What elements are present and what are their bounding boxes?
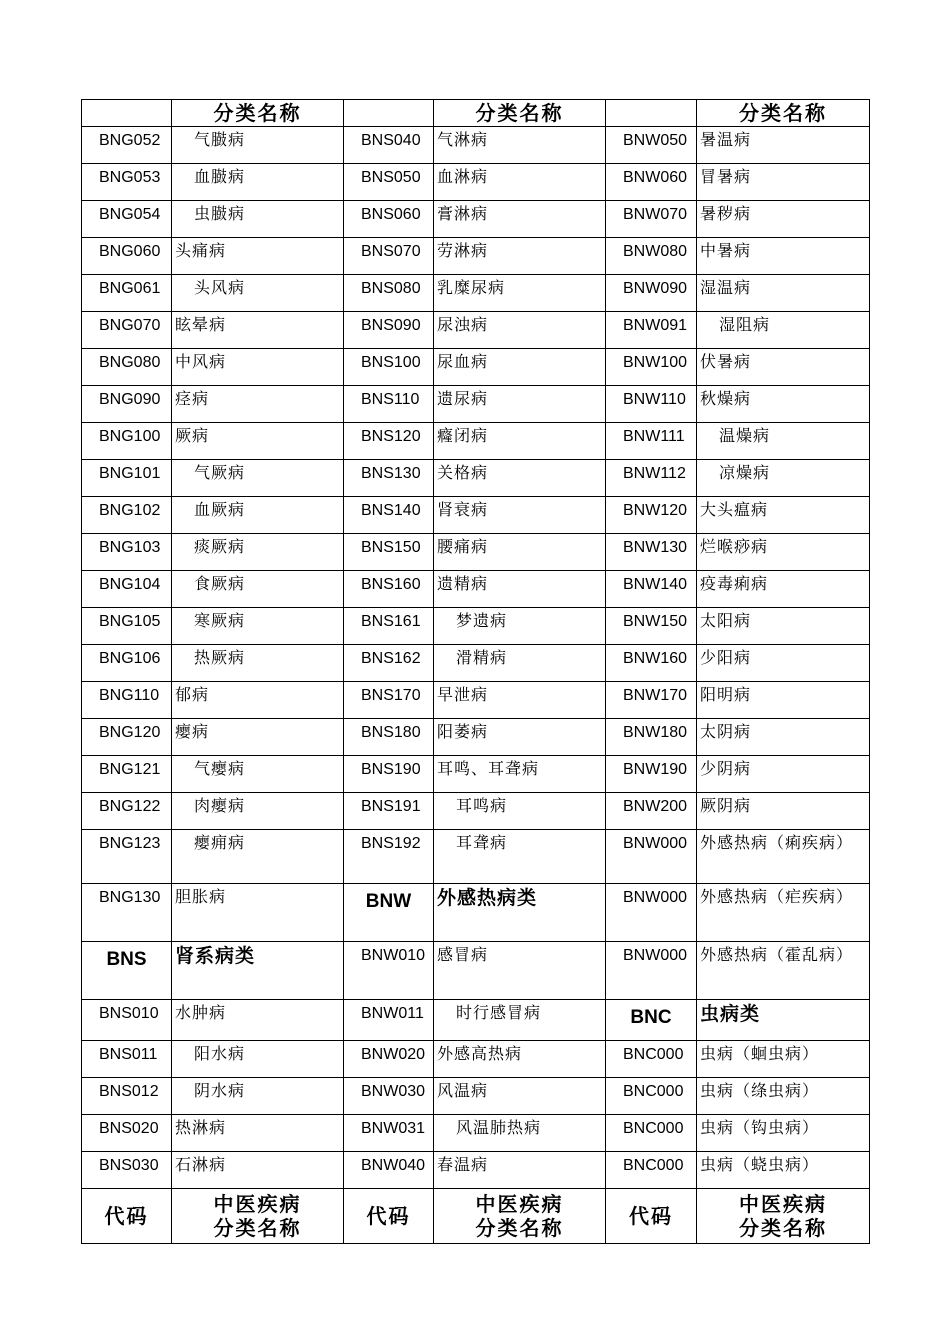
disease-code-cell: BNG052 (82, 127, 172, 164)
disease-name-cell: 虫臌病 (172, 201, 344, 238)
header-code-label: 代码 (82, 1189, 172, 1244)
disease-name-cell: 阳明病 (697, 682, 870, 719)
disease-code-cell: BNW030 (344, 1078, 434, 1115)
disease-name-cell: 癃闭病 (434, 423, 606, 460)
disease-name-cell: 气厥病 (172, 460, 344, 497)
disease-code-cell: BNW130 (606, 534, 697, 571)
disease-code-cell: BNW020 (344, 1041, 434, 1078)
disease-code-cell: BNW090 (606, 275, 697, 312)
disease-code-cell: BNS012 (82, 1078, 172, 1115)
disease-code-cell: BNG100 (82, 423, 172, 460)
disease-code-cell: BNW070 (606, 201, 697, 238)
disease-name-cell: 遗尿病 (434, 386, 606, 423)
header-name-line2: 分类名称 (213, 1216, 302, 1240)
disease-code-cell: BNG104 (82, 571, 172, 608)
disease-name-cell: 滑精病 (434, 645, 606, 682)
disease-code-cell: BNW120 (606, 497, 697, 534)
disease-code-cell: BNW031 (344, 1115, 434, 1152)
disease-code-cell: BNG054 (82, 201, 172, 238)
table-row (82, 1152, 870, 1189)
table-row (82, 682, 870, 719)
disease-name-cell: 血淋病 (434, 164, 606, 201)
disease-name-cell: 少阳病 (697, 645, 870, 682)
header-name-line2: 分类名称 (475, 1216, 564, 1240)
disease-code-cell: BNS040 (344, 127, 434, 164)
disease-name-cell: 风温肺热病 (434, 1115, 606, 1152)
disease-code-cell: BNG053 (82, 164, 172, 201)
disease-name-cell: 痰厥病 (172, 534, 344, 571)
header-name-label (697, 1189, 870, 1244)
disease-code-cell: BNW011 (344, 1000, 434, 1041)
disease-name-cell: 春温病 (434, 1152, 606, 1189)
disease-code-cell: BNS030 (82, 1152, 172, 1189)
table-row (82, 1115, 870, 1152)
disease-code-cell: BNS192 (344, 830, 434, 884)
table-row (82, 275, 870, 312)
table-row (82, 942, 870, 1000)
disease-name-cell: 头风病 (172, 275, 344, 312)
disease-name-cell: 肾衰病 (434, 497, 606, 534)
table-row (82, 645, 870, 682)
disease-name-cell: 遗精病 (434, 571, 606, 608)
disease-code-cell: BNS150 (344, 534, 434, 571)
disease-code-cell: BNW200 (606, 793, 697, 830)
disease-code-cell: BNW050 (606, 127, 697, 164)
disease-name-cell: 水肿病 (172, 1000, 344, 1041)
disease-code-cell: BNS180 (344, 719, 434, 756)
disease-name-cell: 耳聋病 (434, 830, 606, 884)
disease-name-cell: 阳水病 (172, 1041, 344, 1078)
disease-code-cell: BNW080 (606, 238, 697, 275)
disease-name-cell: 血臌病 (172, 164, 344, 201)
disease-name-cell: 石淋病 (172, 1152, 344, 1189)
disease-name-cell: 热厥病 (172, 645, 344, 682)
table-row (82, 349, 870, 386)
disease-name-cell: 耳鸣、耳聋病 (434, 756, 606, 793)
disease-code-cell: BNG090 (82, 386, 172, 423)
disease-name-cell: 乳糜尿病 (434, 275, 606, 312)
disease-code-cell: BNW060 (606, 164, 697, 201)
disease-name-cell: 胆胀病 (172, 884, 344, 942)
disease-name-cell: 梦遗病 (434, 608, 606, 645)
disease-name-cell: 虫病（蛲虫病） (697, 1152, 870, 1189)
disease-name-cell: 中暑病 (697, 238, 870, 275)
disease-name-cell: 太阳病 (697, 608, 870, 645)
disease-name-cell: 郁病 (172, 682, 344, 719)
disease-code-cell: BNG080 (82, 349, 172, 386)
disease-code-cell: BNS162 (344, 645, 434, 682)
disease-name-cell: 热淋病 (172, 1115, 344, 1152)
disease-code-cell: BNS100 (344, 349, 434, 386)
disease-code-cell: BNG110 (82, 682, 172, 719)
disease-name-cell: 关格病 (434, 460, 606, 497)
disease-code-cell: BNW112 (606, 460, 697, 497)
disease-code-cell: BNG122 (82, 793, 172, 830)
table-row (82, 312, 870, 349)
disease-code-cell: BNW190 (606, 756, 697, 793)
header-code-cell (344, 100, 434, 127)
disease-code-cell: BNW170 (606, 682, 697, 719)
header-name-line1: 中医疾病 (739, 1192, 827, 1216)
disease-code-cell: BNS060 (344, 201, 434, 238)
disease-name-cell: 尿血病 (434, 349, 606, 386)
disease-code-cell: BNC000 (606, 1041, 697, 1078)
header-code-cell (82, 100, 172, 127)
disease-code-cell: BNW140 (606, 571, 697, 608)
disease-name-cell: 湿温病 (697, 275, 870, 312)
table-row (82, 1041, 870, 1078)
disease-code-cell: BNS190 (344, 756, 434, 793)
disease-code-cell: BNW000 (606, 830, 697, 884)
header-code-label: 代码 (344, 1189, 434, 1244)
disease-name-cell: 寒厥病 (172, 608, 344, 645)
header-name-line1: 中医疾病 (475, 1192, 564, 1216)
header-name-line1: 中医疾病 (213, 1192, 302, 1216)
table-row (82, 793, 870, 830)
disease-name-cell: 外感高热病 (434, 1041, 606, 1078)
disease-code-cell: BNS120 (344, 423, 434, 460)
category-name-cell: 外感热病类 (434, 884, 606, 942)
disease-code-cell: BNW000 (606, 942, 697, 1000)
disease-name-cell: 瘿痈病 (172, 830, 344, 884)
disease-code-cell: BNG103 (82, 534, 172, 571)
disease-code-cell: BNW100 (606, 349, 697, 386)
disease-code-cell: BNS191 (344, 793, 434, 830)
disease-code-cell: BNC000 (606, 1115, 697, 1152)
disease-name-cell: 气瘿病 (172, 756, 344, 793)
table-row (82, 884, 870, 942)
disease-code-cell: BNW110 (606, 386, 697, 423)
disease-name-cell: 食厥病 (172, 571, 344, 608)
disease-name-cell: 大头瘟病 (697, 497, 870, 534)
table-row (82, 423, 870, 460)
disease-name-cell: 虫病（钩虫病） (697, 1115, 870, 1152)
disease-code-cell: BNS080 (344, 275, 434, 312)
disease-name-cell: 温燥病 (697, 423, 870, 460)
disease-name-cell: 耳鸣病 (434, 793, 606, 830)
disease-code-cell: BNG123 (82, 830, 172, 884)
disease-code-cell: BNG101 (82, 460, 172, 497)
header-name-cell: 分类名称 (434, 100, 606, 127)
table-row (82, 386, 870, 423)
disease-name-cell: 阴水病 (172, 1078, 344, 1115)
disease-code-cell: BNS020 (82, 1115, 172, 1152)
disease-code-cell: BNS170 (344, 682, 434, 719)
header-name-label (434, 1189, 606, 1244)
category-code-cell: BNC (606, 1000, 697, 1041)
disease-name-cell: 眩晕病 (172, 312, 344, 349)
disease-name-cell: 外感热病（痢疾病） (697, 830, 870, 884)
disease-name-cell: 外感热病（霍乱病） (697, 942, 870, 1000)
category-code-cell: BNW (344, 884, 434, 942)
table-row (82, 497, 870, 534)
disease-code-cell: BNS140 (344, 497, 434, 534)
header-name-cell: 分类名称 (172, 100, 344, 127)
disease-name-cell: 早泄病 (434, 682, 606, 719)
disease-code-cell: BNS011 (82, 1041, 172, 1078)
disease-code-cell: BNG106 (82, 645, 172, 682)
table-row (82, 571, 870, 608)
disease-code-cell: BNS161 (344, 608, 434, 645)
table-row (82, 164, 870, 201)
disease-code-cell: BNW160 (606, 645, 697, 682)
disease-name-cell: 冒暑病 (697, 164, 870, 201)
disease-code-cell: BNG102 (82, 497, 172, 534)
disease-code-cell: BNW180 (606, 719, 697, 756)
disease-name-cell: 太阴病 (697, 719, 870, 756)
disease-code-cell: BNW040 (344, 1152, 434, 1189)
disease-code-cell: BNW010 (344, 942, 434, 1000)
disease-code-cell: BNS130 (344, 460, 434, 497)
table-row (82, 460, 870, 497)
table-row (82, 719, 870, 756)
disease-code-cell: BNS050 (344, 164, 434, 201)
disease-code-cell: BNS110 (344, 386, 434, 423)
disease-name-cell: 中风病 (172, 349, 344, 386)
disease-name-cell: 秋燥病 (697, 386, 870, 423)
disease-code-cell: BNG061 (82, 275, 172, 312)
disease-name-cell: 暑温病 (697, 127, 870, 164)
disease-name-cell: 烂喉痧病 (697, 534, 870, 571)
disease-name-cell: 气臌病 (172, 127, 344, 164)
table-row (82, 238, 870, 275)
disease-code-cell: BNW150 (606, 608, 697, 645)
table-row (82, 1000, 870, 1041)
header-name-label (172, 1189, 344, 1244)
disease-code-cell: BNG070 (82, 312, 172, 349)
disease-name-cell: 瘿病 (172, 719, 344, 756)
header-row-top (82, 100, 870, 127)
disease-name-cell: 厥病 (172, 423, 344, 460)
header-row-bottom (82, 1189, 870, 1244)
header-code-cell (606, 100, 697, 127)
disease-code-cell: BNW091 (606, 312, 697, 349)
disease-name-cell: 暑秽病 (697, 201, 870, 238)
category-name-cell: 肾系病类 (172, 942, 344, 1000)
disease-code-cell: BNG130 (82, 884, 172, 942)
table-row (82, 830, 870, 884)
disease-name-cell: 气淋病 (434, 127, 606, 164)
table-row (82, 756, 870, 793)
disease-name-cell: 肉瘿病 (172, 793, 344, 830)
disease-code-cell: BNC000 (606, 1152, 697, 1189)
disease-code-cell: BNG105 (82, 608, 172, 645)
disease-name-cell: 凉燥病 (697, 460, 870, 497)
disease-code-cell: BNS070 (344, 238, 434, 275)
disease-name-cell: 尿浊病 (434, 312, 606, 349)
category-code-cell: BNS (82, 942, 172, 1000)
disease-code-cell: BNW000 (606, 884, 697, 942)
disease-name-cell: 劳淋病 (434, 238, 606, 275)
disease-classification-table (81, 99, 870, 1244)
disease-name-cell: 外感热病（疟疾病） (697, 884, 870, 942)
table-row (82, 534, 870, 571)
table-row (82, 127, 870, 164)
disease-name-cell: 疫毒痢病 (697, 571, 870, 608)
table-row (82, 201, 870, 238)
disease-code-cell: BNW111 (606, 423, 697, 460)
disease-name-cell: 感冒病 (434, 942, 606, 1000)
disease-name-cell: 风温病 (434, 1078, 606, 1115)
disease-name-cell: 阳萎病 (434, 719, 606, 756)
table-row (82, 1078, 870, 1115)
disease-name-cell: 膏淋病 (434, 201, 606, 238)
disease-code-cell: BNG120 (82, 719, 172, 756)
header-name-line2: 分类名称 (739, 1216, 827, 1240)
table-row (82, 608, 870, 645)
disease-name-cell: 腰痛病 (434, 534, 606, 571)
category-name-cell: 虫病类 (697, 1000, 870, 1041)
disease-name-cell: 血厥病 (172, 497, 344, 534)
disease-code-cell: BNG121 (82, 756, 172, 793)
header-name-cell: 分类名称 (697, 100, 870, 127)
disease-name-cell: 头痛病 (172, 238, 344, 275)
disease-name-cell: 厥阴病 (697, 793, 870, 830)
disease-name-cell: 伏暑病 (697, 349, 870, 386)
disease-code-cell: BNS090 (344, 312, 434, 349)
disease-code-cell: BNS010 (82, 1000, 172, 1041)
disease-code-cell: BNG060 (82, 238, 172, 275)
disease-name-cell: 少阴病 (697, 756, 870, 793)
disease-name-cell: 湿阻病 (697, 312, 870, 349)
disease-code-cell: BNS160 (344, 571, 434, 608)
disease-code-cell: BNC000 (606, 1078, 697, 1115)
disease-name-cell: 痉病 (172, 386, 344, 423)
header-code-label: 代码 (606, 1189, 697, 1244)
disease-name-cell: 时行感冒病 (434, 1000, 606, 1041)
disease-name-cell: 虫病（绦虫病） (697, 1078, 870, 1115)
disease-name-cell: 虫病（蛔虫病） (697, 1041, 870, 1078)
